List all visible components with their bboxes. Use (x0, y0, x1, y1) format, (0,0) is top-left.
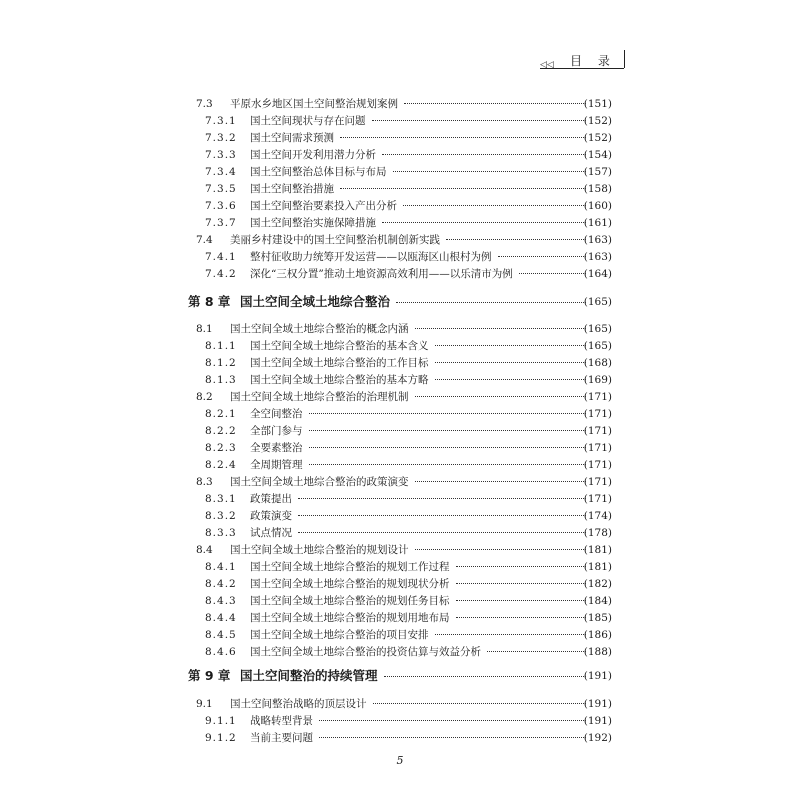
entry-number: 7.3.7 (205, 217, 237, 229)
entry-number: 8.2.1 (205, 408, 237, 420)
entry-title: 国土空间整治的持续管理 (240, 668, 378, 683)
leader-dots (435, 345, 587, 346)
entry-title: 试点情况 (250, 527, 292, 539)
subsection-entry (0, 439, 800, 457)
leader-dots (404, 103, 586, 104)
section-entry (0, 95, 800, 113)
entry-number: 8.4.3 (205, 595, 237, 607)
entry-title: 国土空间全域土地综合整治的项目安排 (250, 629, 429, 641)
entry-page-number: (174) (583, 510, 612, 522)
subsection-entry (0, 626, 800, 644)
leader-dots (309, 464, 587, 465)
entry-page-number: (163) (583, 251, 612, 263)
entry-page-number: (192) (583, 732, 612, 744)
entry-number: 7.4.1 (205, 251, 237, 263)
entry-title: 国土空间整治总体目标与布局 (250, 166, 387, 178)
entry-title: 国土空间全域土地综合整治的基本方略 (250, 374, 429, 386)
entry-page-number: (163) (583, 234, 612, 246)
entry-page-number: (186) (583, 629, 612, 641)
entry-title: 国土空间全域土地综合整治的规划用地布局 (250, 612, 450, 624)
subsection-entry (0, 248, 800, 266)
subsection-entry (0, 146, 800, 164)
subsection-entry (0, 112, 800, 130)
entry-number: 7.3.3 (205, 149, 237, 161)
entry-number: 8.2.4 (205, 459, 237, 471)
entry-title: 国土空间全域土地综合整治的规划设计 (230, 544, 409, 556)
entry-number: 9.1.1 (205, 715, 237, 727)
entry-page-number: (171) (583, 425, 612, 437)
subsection-entry (0, 354, 800, 372)
entry-number: 9.1.2 (205, 732, 237, 744)
entry-number: 8.4.4 (205, 612, 237, 624)
subsection-entry (0, 712, 800, 730)
entry-title: 整村征收助力统筹开发运营——以瓯海区山根村为例 (250, 251, 492, 263)
subsection-entry (0, 456, 800, 474)
entry-page-number: (171) (583, 459, 612, 471)
section-entry (0, 541, 800, 559)
entry-title: 全部门参与 (250, 425, 303, 437)
section-entry (0, 231, 800, 249)
subsection-entry (0, 405, 800, 423)
leader-dots (309, 447, 587, 448)
leader-dots (456, 566, 587, 567)
subsection-entry (0, 197, 800, 215)
leader-dots (319, 737, 586, 738)
entry-title: 国土空间全域土地综合整治的规划任务目标 (250, 595, 450, 607)
subsection-entry (0, 180, 800, 198)
entry-page-number: (165) (583, 340, 612, 352)
entry-number: 7.3.5 (205, 183, 237, 195)
entry-number: 8.4.5 (205, 629, 237, 641)
leader-dots (456, 583, 587, 584)
entry-title: 国土空间整治措施 (250, 183, 334, 195)
subsection-entry (0, 371, 800, 389)
entry-page-number: (178) (583, 527, 612, 539)
entry-page-number: (191) (583, 698, 612, 710)
entry-title: 国土空间全域土地综合整治的规划工作过程 (250, 561, 450, 573)
entry-number: 第 9 章 (188, 668, 231, 683)
entry-title: 国土空间全域土地综合整治的投资估算与效益分析 (250, 646, 481, 658)
entry-title: 美丽乡村建设中的国土空间整治机制创新实践 (230, 234, 440, 246)
entry-page-number: (191) (583, 670, 612, 682)
entry-number: 7.3.6 (205, 200, 237, 212)
section-entry (0, 320, 800, 338)
entry-page-number: (154) (583, 149, 612, 161)
entry-page-number: (171) (583, 493, 612, 505)
leader-dots (435, 362, 587, 363)
leader-dots (373, 703, 587, 704)
section-entry (0, 695, 800, 713)
section-entry (0, 388, 800, 406)
entry-title: 战略转型背景 (250, 715, 313, 727)
entry-title: 国土空间全域土地综合整治的政策演变 (230, 476, 409, 488)
page-number: 5 (396, 754, 404, 767)
entry-page-number: (171) (583, 476, 612, 488)
leader-dots (298, 498, 586, 499)
entry-page-number: (165) (583, 323, 612, 335)
entry-page-number: (151) (583, 98, 612, 110)
header-title: 目 录 (570, 54, 616, 68)
leader-dots (498, 256, 587, 257)
entry-page-number: (171) (583, 391, 612, 403)
entry-title: 政策提出 (250, 493, 292, 505)
entry-page-number: (188) (583, 646, 612, 658)
entry-page-number: (191) (583, 715, 612, 727)
entry-title: 国土空间整治要素投入产出分析 (250, 200, 397, 212)
entry-number: 8.2.2 (205, 425, 237, 437)
entry-number: 8.3 (196, 476, 213, 488)
entry-page-number: (184) (583, 595, 612, 607)
leader-dots (309, 430, 587, 431)
entry-title: 国土空间全域土地综合整治的工作目标 (250, 357, 429, 369)
entry-title: 政策演变 (250, 510, 292, 522)
entry-number: 8.3.3 (205, 527, 237, 539)
subsection-entry (0, 609, 800, 627)
entry-title: 国土空间现状与存在问题 (250, 115, 366, 127)
chapter-entry (0, 293, 800, 311)
entry-page-number: (182) (583, 578, 612, 590)
entry-number: 8.2 (196, 391, 213, 403)
entry-title: 平原水乡地区国土空间整治规划案例 (230, 98, 398, 110)
entry-number: 7.3.2 (205, 132, 237, 144)
entry-page-number: (157) (583, 166, 612, 178)
entry-number: 8.3.1 (205, 493, 237, 505)
entry-title: 国土空间整治战略的顶层设计 (230, 698, 367, 710)
entry-page-number: (171) (583, 442, 612, 454)
entry-number: 8.1.1 (205, 340, 237, 352)
entry-number: 7.3 (196, 98, 213, 110)
subsection-entry (0, 163, 800, 181)
entry-title: 国土空间整治实施保障措施 (250, 217, 376, 229)
subsection-entry (0, 592, 800, 610)
leader-dots (415, 549, 587, 550)
double-arrow-left-icon: ◁◁ (540, 60, 554, 70)
entry-page-number: (181) (583, 544, 612, 556)
subsection-entry (0, 337, 800, 355)
subsection-entry (0, 575, 800, 593)
leader-dots (340, 188, 586, 189)
entry-page-number: (152) (583, 115, 612, 127)
subsection-entry (0, 643, 800, 661)
subsection-entry (0, 265, 800, 283)
leader-dots (298, 515, 586, 516)
section-entry (0, 473, 800, 491)
entry-page-number: (185) (583, 612, 612, 624)
leader-dots (309, 413, 587, 414)
entry-number: 第 8 章 (188, 294, 231, 309)
leader-dots (393, 171, 587, 172)
subsection-entry (0, 558, 800, 576)
subsection-entry (0, 490, 800, 508)
entry-number: 8.4.1 (205, 561, 237, 573)
leader-dots (435, 379, 587, 380)
entry-number: 8.4 (196, 544, 213, 556)
subsection-entry (0, 729, 800, 747)
entry-number: 7.4.2 (205, 268, 237, 280)
entry-number: 8.2.3 (205, 442, 237, 454)
entry-number: 8.1.2 (205, 357, 237, 369)
entry-page-number: (164) (583, 268, 612, 280)
entry-number: 8.1 (196, 323, 213, 335)
entry-number: 9.1 (196, 698, 213, 710)
leader-dots (372, 120, 587, 121)
leader-dots (456, 617, 587, 618)
subsection-entry (0, 422, 800, 440)
entry-number: 8.1.3 (205, 374, 237, 386)
entry-number: 7.4 (196, 234, 213, 246)
entry-number: 8.4.6 (205, 646, 237, 658)
entry-title: 国土空间开发利用潜力分析 (250, 149, 376, 161)
entry-title: 国土空间全域土地综合整治的治理机制 (230, 391, 409, 403)
leader-dots (415, 481, 587, 482)
leader-dots (384, 676, 586, 677)
entry-title: 国土空间全域土地综合整治的概念内涵 (230, 323, 409, 335)
entry-page-number: (152) (583, 132, 612, 144)
entry-page-number: (160) (583, 200, 612, 212)
entry-title: 国土空间全域土地综合整治 (240, 294, 391, 309)
entry-number: 8.4.2 (205, 578, 237, 590)
leader-dots (415, 396, 587, 397)
entry-title: 全周期管理 (250, 459, 303, 471)
leader-dots (340, 137, 586, 138)
leader-dots (298, 532, 586, 533)
leader-dots (382, 154, 586, 155)
subsection-entry (0, 129, 800, 147)
entry-number: 7.3.4 (205, 166, 237, 178)
entry-title: 深化“三权分置”推动土地资源高效利用——以乐清市为例 (250, 268, 513, 280)
entry-number: 7.3.1 (205, 115, 237, 127)
entry-title: 全空间整治 (250, 408, 303, 420)
entry-title: 当前主要问题 (250, 732, 313, 744)
entry-page-number: (168) (583, 357, 612, 369)
subsection-entry (0, 524, 800, 542)
entry-title: 国土空间全域土地综合整治的规划现状分析 (250, 578, 450, 590)
leader-dots (415, 328, 587, 329)
chapter-entry (0, 667, 800, 685)
entry-page-number: (171) (583, 408, 612, 420)
entry-page-number: (165) (583, 296, 612, 308)
leader-dots (487, 651, 586, 652)
leader-dots (456, 600, 587, 601)
entry-title: 国土空间全域土地综合整治的基本含义 (250, 340, 429, 352)
entry-title: 全要素整治 (250, 442, 303, 454)
entry-page-number: (181) (583, 561, 612, 573)
entry-page-number: (169) (583, 374, 612, 386)
leader-dots (382, 222, 586, 223)
leader-dots (396, 302, 586, 303)
leader-dots (319, 720, 586, 721)
entry-page-number: (161) (583, 217, 612, 229)
leader-dots (519, 273, 586, 274)
entry-page-number: (158) (583, 183, 612, 195)
subsection-entry (0, 214, 800, 232)
leader-dots (435, 634, 587, 635)
subsection-entry (0, 507, 800, 525)
leader-dots (403, 205, 586, 206)
entry-number: 8.3.2 (205, 510, 237, 522)
entry-title: 国土空间需求预测 (250, 132, 334, 144)
leader-dots (446, 239, 586, 240)
